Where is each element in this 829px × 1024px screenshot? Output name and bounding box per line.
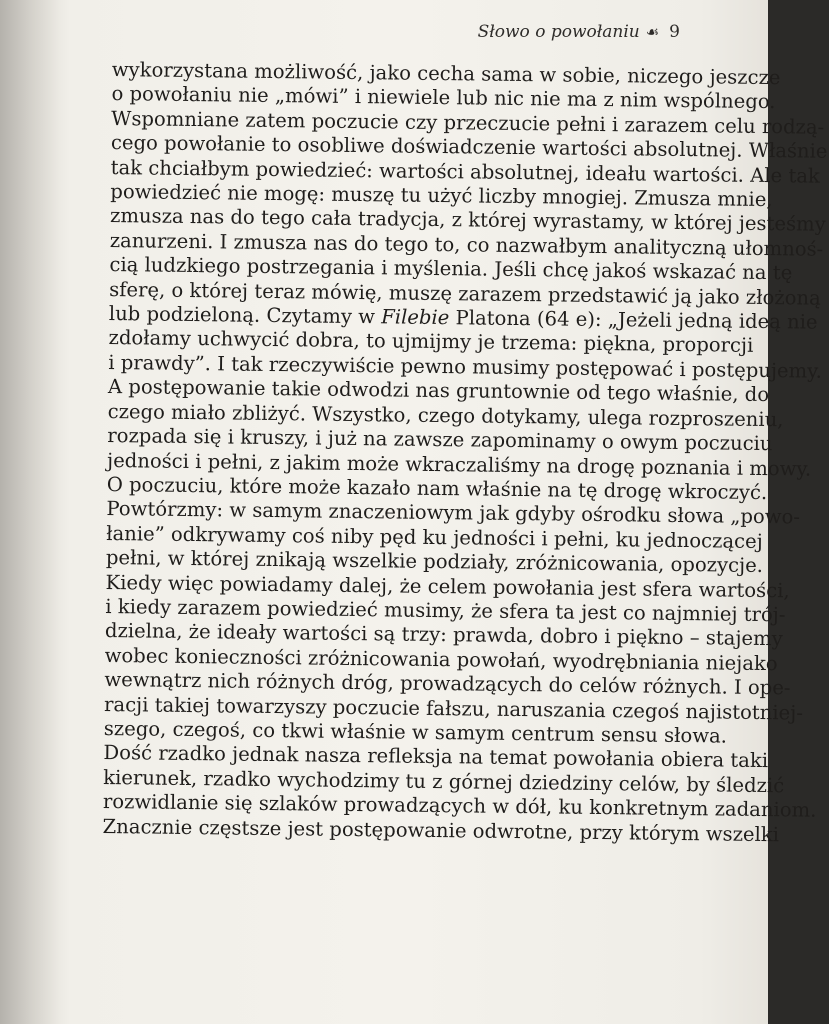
text-line: O poczuciu, które może kazało nam właśnie na tę drogę wkroczyć. [106, 472, 768, 504]
text-line: kierunek, rzadko wychodzimy tu z górnej dziedziny celów, by śledzić [103, 765, 785, 798]
text-line: i kiedy zarazem powiedzieć musimy, że sfera ta jest co najmniej trój- [105, 594, 786, 627]
running-title: Słowo o powołaniu [477, 22, 640, 42]
text-line: szego, czegoś, co tkwi właśnie w samym centrum sensu słowa. [103, 716, 728, 748]
gutter-shadow [0, 0, 60, 1024]
text-line: dzielna, że ideały wartości są trzy: prawda, dobro i piękno – stajemy [104, 619, 783, 651]
text-line: Znacznie częstsze jest postępowanie odwrotne, przy którym wszelki [102, 814, 780, 846]
text-line: Kiedy więc powiadamy dalej, że celem powołania jest sfera wartości, [105, 570, 790, 602]
text-line: wykorzystana możliwość, jako cecha sama w sobie, niczego jeszcze [111, 58, 781, 90]
body-text [102, 58, 828, 847]
fleuron-icon: ☙ [645, 23, 660, 41]
text-line: A postępowanie takie odwodzi nas gruntownie od tego właśnie, do [107, 375, 770, 407]
text-line: cego powołanie to osobliwe doświadczenie wartości absolutnej. Właśnie [110, 131, 828, 163]
text-line: Wspomniane zatem poczucie czy przeczucie pełni i zarazem celu rodzą- [111, 106, 825, 139]
page-number: 9 [669, 22, 680, 42]
text-line: łanie” odkrywamy coś niby pęd ku jedności i pełni, ku jednoczącej [106, 521, 763, 553]
text-line: zmusza nas do tego cała tradycja, z której wyrastamy, w której jesteśmy [109, 204, 826, 237]
text-line: Dość rzadko jednak nasza refleksja na temat powołania obiera taki [103, 741, 769, 773]
text-line: sferę, o której teraz mówię, muszę zarazem przedstawić ją jako złożoną [109, 277, 821, 310]
text-line: tak chciałbym powiedzieć: wartości absolutnej, ideału wartości. Ale tak [110, 155, 821, 188]
text-line: racji takiej towarzyszy poczucie fałszu, naruszania czegoś najistotniej- [103, 692, 804, 725]
text-line: wobec konieczności zróżnicowania powołań, wyodrębniania niejako [104, 643, 778, 675]
text-segment: Platona (64 e): „Jeżeli jedną ideą nie [449, 306, 818, 334]
text-line: i prawdy”. I tak rzeczywiście pewno musimy postępować i postępujemy. [108, 350, 823, 383]
text-line: rozwidlanie się szlaków prowadzących w dół, ku konkretnym zadaniom. [102, 790, 817, 822]
text-line: zanurzeni. I zmusza nas do tego to, co nazwałbym analityczną ułomnoś- [109, 228, 824, 261]
text-line: powiedzieć nie mogę: muszę tu użyć liczby mnogiej. Zmusza mnie, [110, 180, 773, 212]
text-line: zdołamy uchwycić dobra, to ujmijmy je trzema: piękna, proporcji [108, 326, 754, 358]
text-line: wewnątrz nich różnych dróg, prowadzących do celów różnych. I ope- [104, 668, 791, 700]
text-line: Powtórzmy: w samym znaczeniowym jak gdyby ośrodku słowa „powo- [106, 497, 801, 529]
running-header [478, 22, 680, 42]
text-line: jedności i pełni, z jakim może wkraczaliśmy na drogę poznania i mowy. [106, 448, 812, 481]
text-line: pełni, w której znikają wszelkie podziały, zróżnicowania, opozycje. [105, 546, 764, 578]
text-line: rozpada się i kruszy, i już na zawsze zapominamy o owym poczuciu [107, 424, 773, 456]
text-line: cią ludzkiego postrzegania i myślenia. Jeśli chcę jakoś wskazać na tę [109, 253, 793, 285]
text-segment: lub podzieloną. Czytamy w [108, 302, 382, 329]
text-line: o powołaniu nie „mówi” i niewiele lub nic nie ma z nim wspólnego. [111, 82, 776, 114]
text-line: czego miało zbliżyć. Wszystko, czego dotykamy, ulega rozproszeniu, [107, 399, 784, 431]
title-filebie: Filebie [381, 305, 450, 330]
